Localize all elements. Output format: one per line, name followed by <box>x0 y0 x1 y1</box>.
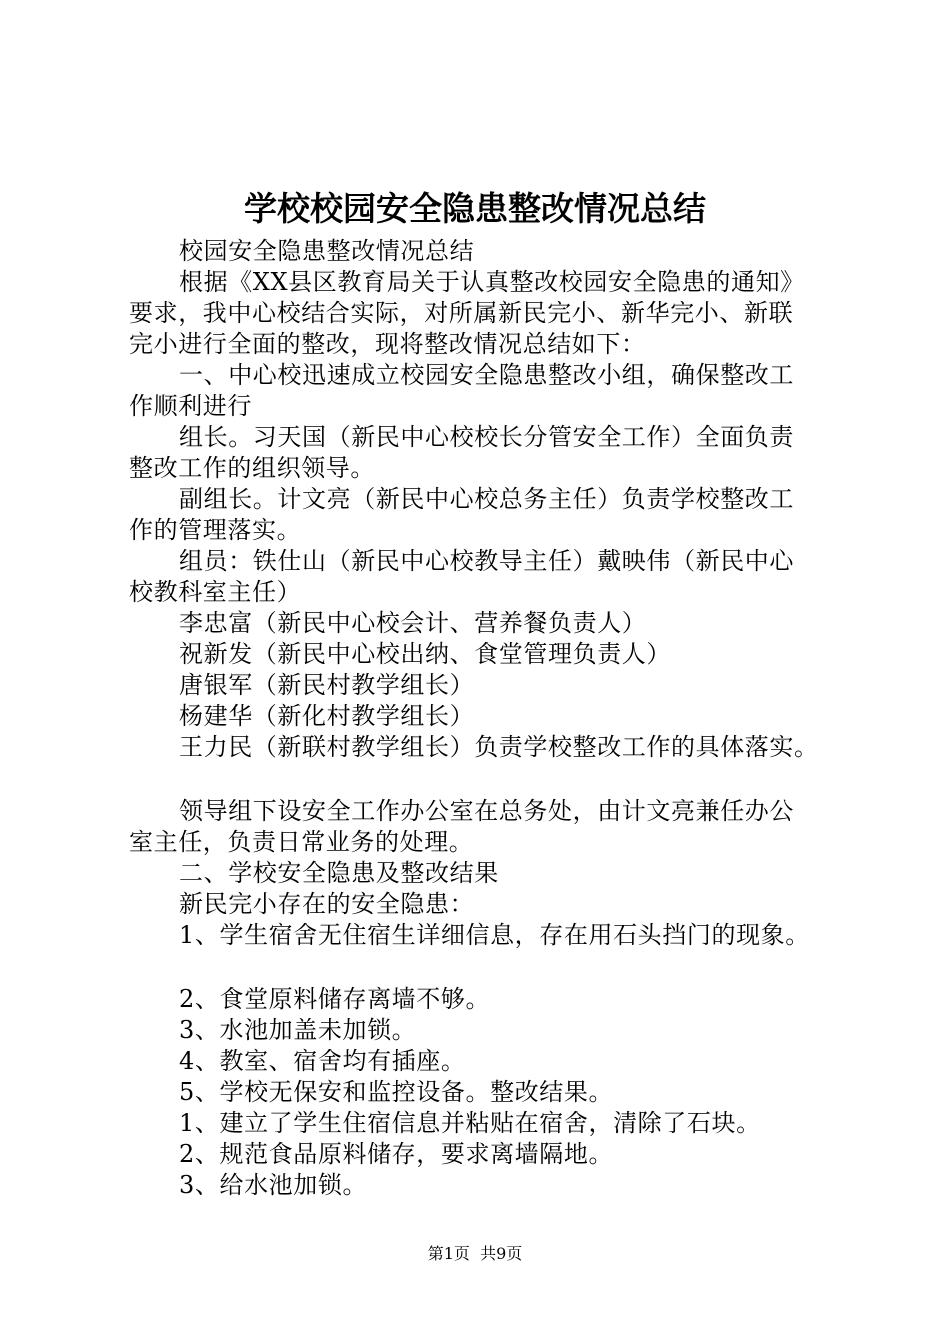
paragraph-line: 室主任，负责日常业务的处理。 <box>129 828 474 856</box>
list-item: 3、水池加盖未加锁。 <box>179 1016 417 1044</box>
member-line: 祝新发（新民中心校出纳、食堂管理负责人） <box>179 640 671 668</box>
section-heading-line: 一、中心校迅速成立校园安全隐患整改小组，确保整改工 <box>179 361 794 389</box>
document-title: 学校校园安全隐患整改情况总结 <box>244 189 706 228</box>
paragraph-line: 完小进行全面的整改，现将整改情况总结如下： <box>129 330 646 358</box>
paragraph-line: 副组长。计文亮（新民中心校总务主任）负责学校整改工 <box>179 485 794 513</box>
list-item: 5、学校无保安和监控设备。整改结果。 <box>179 1078 614 1106</box>
member-line: 王力民（新联村教学组长）负责学校整改工作的具体落实。 <box>179 733 819 761</box>
paragraph-line: 领导组下设安全工作办公室在总务处，由计文亮兼任办公 <box>179 797 794 825</box>
member-line: 杨建华（新化村教学组长） <box>179 702 475 730</box>
paragraph-line: 整改工作的组织领导。 <box>129 454 375 482</box>
member-line: 李忠富（新民中心校会计、营养餐负责人） <box>179 609 647 637</box>
paragraph-line: 组员：铁仕山（新民中心校教导主任）戴映伟（新民中心 <box>179 547 794 575</box>
section-heading-line: 二、学校安全隐患及整改结果 <box>179 859 499 887</box>
paragraph-line: 校教科室主任） <box>129 578 302 606</box>
paragraph-line: 校园安全隐患整改情况总结 <box>179 237 475 265</box>
list-item: 1、建立了学生住宿信息并粘贴在宿舍，清除了石块。 <box>179 1109 761 1137</box>
list-item: 2、食堂原料储存离墙不够。 <box>179 985 491 1013</box>
paragraph-line: 新民完小存在的安全隐患： <box>179 890 475 918</box>
list-item: 2、规范食品原料储存，要求离墙隔地。 <box>179 1140 614 1168</box>
document-body <box>129 236 849 1201</box>
member-line: 唐银军（新民村教学组长） <box>179 671 475 699</box>
list-item: 1、学生宿舍无住宿生详细信息，存在用石头挡门的现象。 <box>179 921 810 949</box>
paragraph-line: 作的管理落实。 <box>129 516 302 544</box>
list-item: 3、给水池加锁。 <box>179 1171 368 1199</box>
paragraph-line: 组长。习天国（新民中心校校长分管安全工作）全面负责 <box>179 423 794 451</box>
list-item: 4、教室、宿舍均有插座。 <box>179 1047 466 1075</box>
paragraph-line: 根据《XX县区教育局关于认真整改校园安全隐患的通知》 <box>179 268 805 296</box>
page-number-footer: 第1页 共9页 <box>427 1244 523 1263</box>
section-heading-line: 作顺利进行 <box>129 392 252 420</box>
paragraph-line: 要求，我中心校结合实际，对所属新民完小、新华完小、新联 <box>129 299 794 327</box>
